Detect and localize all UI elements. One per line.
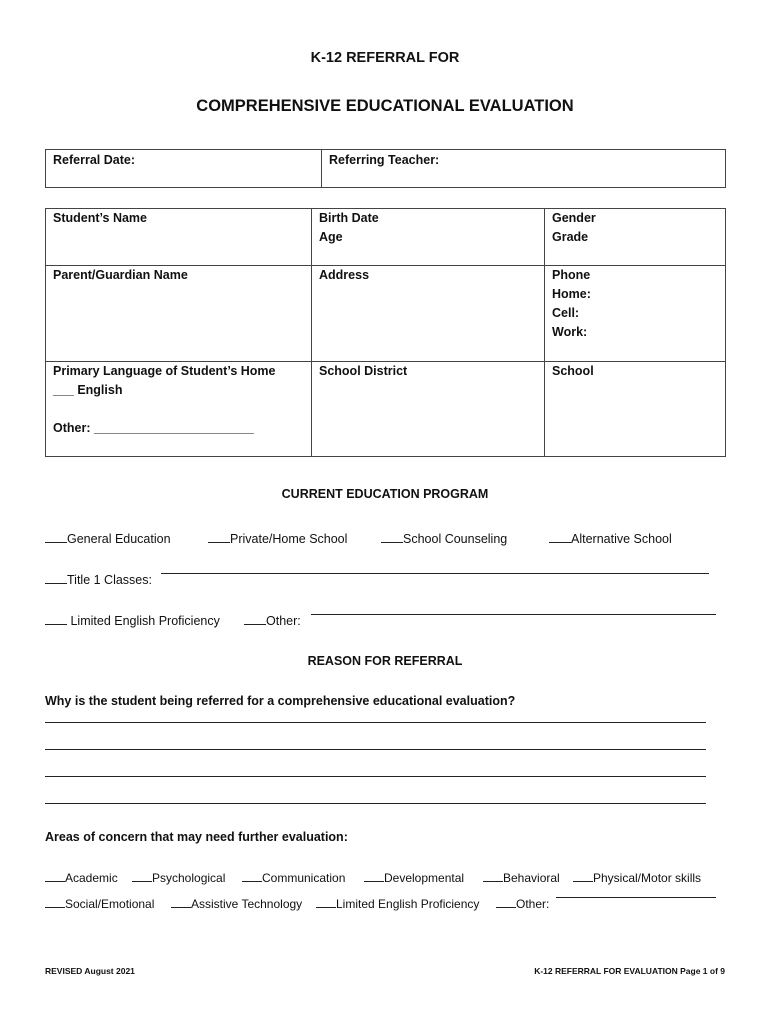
other-concern-option[interactable]: [496, 896, 549, 911]
referring-teacher-label: Referring Teacher:: [329, 153, 440, 167]
psychological-option[interactable]: [132, 870, 225, 885]
student-name-label: Student’s Name: [53, 211, 148, 225]
assistive-technology-option[interactable]: [171, 896, 302, 911]
behavioral-label: Behavioral: [503, 871, 560, 885]
checkbox-line[interactable]: [244, 613, 266, 625]
referral-question: Why is the student being referred for a comprehensive educational evaluation?: [45, 694, 516, 708]
physical-motor-label: Physical/Motor skills: [593, 871, 702, 885]
phone-label: Phone: [552, 268, 591, 282]
checkbox-line[interactable]: [45, 870, 65, 882]
other-program-option[interactable]: [244, 613, 301, 628]
primary-language-cell[interactable]: [46, 362, 312, 457]
student-info-table: [45, 208, 726, 457]
phone-cell[interactable]: [545, 266, 726, 362]
address-label: Address: [319, 268, 370, 282]
communication-label: Communication: [262, 871, 346, 885]
birth-date-age-cell[interactable]: [312, 209, 545, 266]
english-option[interactable]: ___ English: [53, 383, 123, 397]
communication-option[interactable]: [242, 870, 345, 885]
checkbox-line[interactable]: [316, 896, 336, 908]
phone-cell-label: Cell:: [552, 306, 580, 320]
reason-answer-line-1[interactable]: [45, 722, 706, 723]
other-program-label: Other:: [266, 614, 301, 628]
title1-classes-label: Title 1 Classes:: [67, 573, 152, 587]
title1-classes-field[interactable]: [161, 573, 709, 574]
reason-answer-line-2[interactable]: [45, 749, 706, 750]
reason-answer-line-3[interactable]: [45, 776, 706, 777]
developmental-label: Developmental: [384, 871, 465, 885]
checkbox-line[interactable]: [45, 531, 67, 543]
current-program-heading: CURRENT EDUCATION PROGRAM: [281, 487, 489, 501]
other-concern-label: Other:: [516, 897, 550, 911]
reason-answer-line-4[interactable]: [45, 803, 706, 804]
school-cell[interactable]: [545, 362, 726, 457]
checkbox-line[interactable]: [573, 870, 593, 882]
gender-grade-cell[interactable]: [545, 209, 726, 266]
assistive-technology-label: Assistive Technology: [191, 897, 303, 911]
developmental-option[interactable]: [364, 870, 464, 885]
checkbox-line[interactable]: [483, 870, 503, 882]
school-district-label: School District: [319, 364, 408, 378]
social-emotional-option[interactable]: [45, 896, 154, 911]
primary-language-label: Primary Language of Student’s Home: [53, 364, 276, 378]
academic-label: Academic: [65, 871, 118, 885]
referring-teacher-cell[interactable]: [322, 150, 726, 188]
alternative-school-option[interactable]: [549, 531, 672, 546]
form-title-line2: COMPREHENSIVE EDUCATIONAL EVALUATION: [196, 97, 574, 115]
form-title-line1: K-12 REFERRAL FOR: [310, 50, 460, 66]
limited-english-concern-label: Limited English Proficiency: [336, 897, 480, 911]
referral-date-label: Referral Date:: [53, 153, 135, 167]
general-education-option[interactable]: [45, 531, 171, 546]
phone-work-label: Work:: [552, 325, 588, 339]
other-program-field[interactable]: [311, 614, 716, 615]
checkbox-line[interactable]: [45, 613, 67, 625]
gender-label: Gender: [552, 211, 596, 225]
age-label: Age: [319, 230, 343, 244]
birth-date-label: Birth Date: [319, 211, 379, 225]
checkbox-line[interactable]: [496, 896, 516, 908]
parent-guardian-label: Parent/Guardian Name: [53, 268, 188, 282]
general-education-label: General Education: [67, 532, 171, 546]
other-concern-field[interactable]: [556, 897, 716, 898]
phone-home-label: Home:: [552, 287, 591, 301]
referral-date-cell[interactable]: [46, 150, 322, 188]
school-counseling-option[interactable]: [381, 531, 507, 546]
school-district-cell[interactable]: [312, 362, 545, 457]
checkbox-line[interactable]: [364, 870, 384, 882]
behavioral-option[interactable]: [483, 870, 560, 885]
page-number: K-12 REFERRAL FOR EVALUATION Page 1 of 9: [534, 966, 725, 976]
checkbox-line[interactable]: [242, 870, 262, 882]
alternative-school-label: Alternative School: [571, 532, 672, 546]
checkbox-line[interactable]: [171, 896, 191, 908]
physical-motor-option[interactable]: [573, 870, 701, 885]
title1-classes-option[interactable]: [45, 572, 152, 587]
social-emotional-label: Social/Emotional: [65, 897, 155, 911]
checkbox-line[interactable]: [132, 870, 152, 882]
psychological-label: Psychological: [152, 871, 226, 885]
parent-guardian-cell[interactable]: [46, 266, 312, 362]
school-counseling-label: School Counseling: [403, 532, 508, 546]
checkbox-line[interactable]: [45, 896, 65, 908]
grade-label: Grade: [552, 230, 589, 244]
areas-of-concern-heading: Areas of concern that may need further evaluation:: [45, 830, 348, 844]
school-label: School: [552, 364, 594, 378]
checkbox-line[interactable]: [381, 531, 403, 543]
student-name-cell[interactable]: [46, 209, 312, 266]
revised-date: REVISED August 2021: [45, 966, 135, 976]
limited-english-concern-option[interactable]: [316, 896, 479, 911]
checkbox-line[interactable]: [208, 531, 230, 543]
academic-option[interactable]: [45, 870, 118, 885]
reason-heading: REASON FOR REFERRAL: [307, 654, 463, 668]
address-cell[interactable]: [312, 266, 545, 362]
limited-english-option[interactable]: [45, 613, 220, 628]
referral-info-table: [45, 149, 726, 188]
private-home-school-option[interactable]: [208, 531, 347, 546]
limited-english-label: Limited English Proficiency: [70, 614, 220, 628]
checkbox-line[interactable]: [45, 572, 67, 584]
checkbox-line[interactable]: [549, 531, 571, 543]
other-language-option[interactable]: Other: _______________________: [53, 421, 254, 435]
private-home-school-label: Private/Home School: [230, 532, 348, 546]
